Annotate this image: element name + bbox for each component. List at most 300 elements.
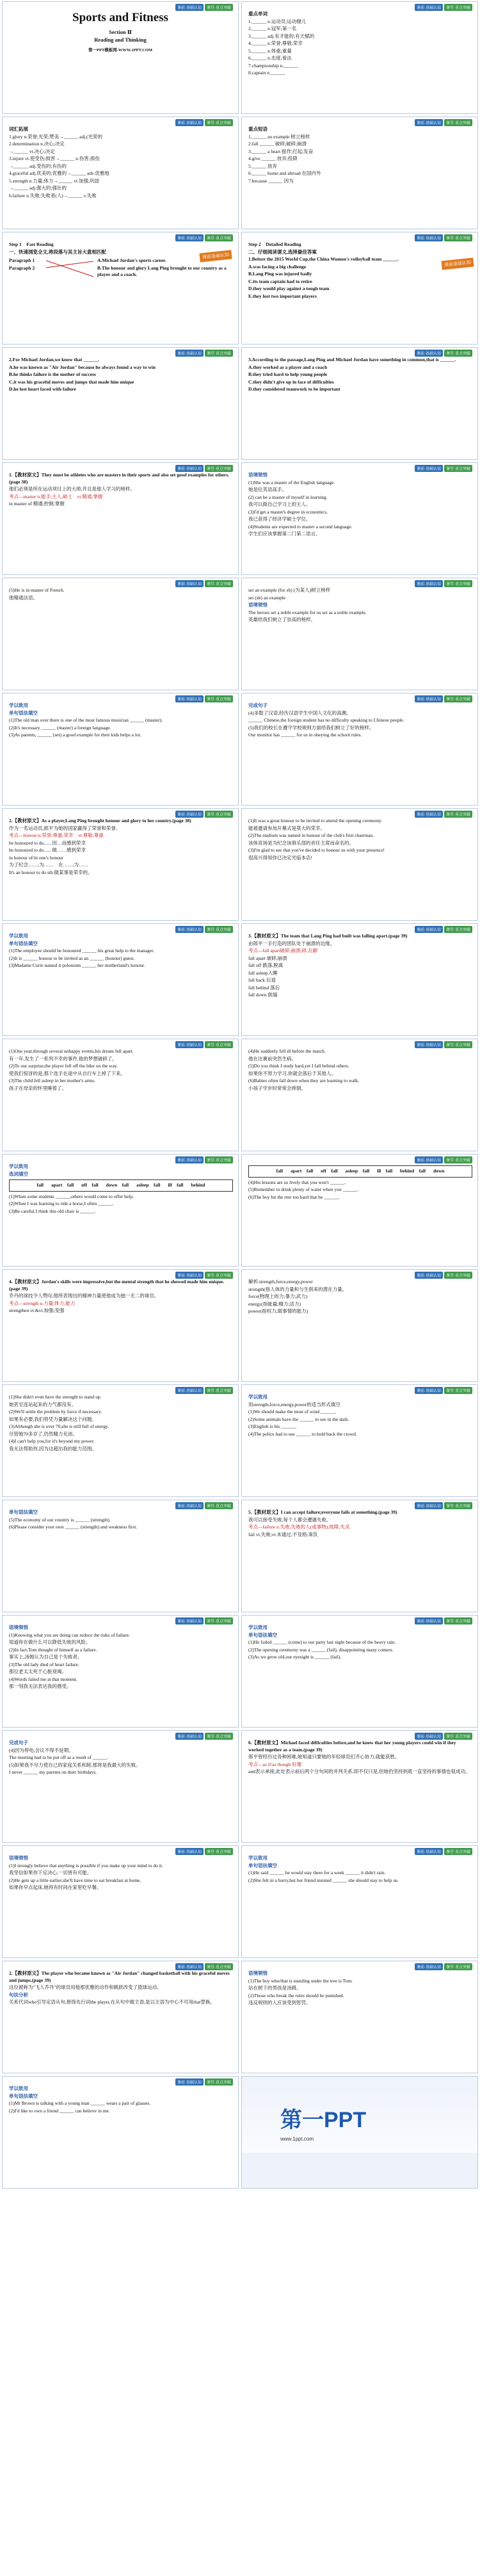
text-line: 我可以接受失败,每个人都会遭遇失败。 [248, 1516, 332, 1523]
text-line: 完成句子 [248, 702, 268, 708]
row-13 [0, 1384, 480, 1500]
tag-label: 课前·基础认知 [175, 234, 204, 241]
slide-point-master [2, 462, 239, 575]
text-line: 语境领悟 [9, 1624, 28, 1630]
text-line: 我可以做自己学习上的主人。 [248, 501, 311, 507]
text-line: 考点—as if/as though 好像 [248, 1761, 302, 1767]
text-line: (5)Remember to drink plenty of water when you ______. [248, 1187, 358, 1192]
tag-label: 课前·基础认知 [415, 1963, 443, 1970]
text-line: (3)The old lady died of heart failure. [9, 1661, 79, 1667]
tag-label: 课前·基础认知 [415, 4, 443, 11]
slide-fall-exercise-2 [241, 1154, 478, 1267]
point-list [9, 825, 233, 877]
exercise-list [248, 1179, 472, 1201]
text-line: 6.【教材原文】Michael faced difficulties before,and he knew that her young players could win if they worked together as a team.(page 39) [248, 1740, 456, 1753]
source-line: 第一PPT模板网-WWW.1PPT.COM [88, 48, 153, 53]
exercise-list [9, 702, 233, 740]
tag-label: 课前·基础认知 [175, 1502, 204, 1509]
example-list [248, 1048, 472, 1092]
text-line: fall apart 破碎,崩溃 [248, 955, 287, 961]
row-7 [0, 693, 480, 808]
paragraph-1-label: Paragraph 1 [9, 257, 35, 263]
text-line: (5)Do you think I study hard,yet I fall behind others. [248, 1063, 349, 1069]
text-line: 英雄给我们树立了崇高的榜样。 [248, 617, 316, 622]
slide-strength-examples [2, 1384, 239, 1497]
text-line: 2.【教材原文】The player who became known as "Air Jordan" changed basketball with his graceful moves and jumps.(page 39) [9, 1970, 230, 1983]
word-bank: fall apart fall off fall down fall asleep fall ill fall behind [9, 1179, 233, 1192]
text-line: (5)如果我不尽力使自己的家庭关系和睦,那将是我最大的失败。 [9, 1762, 141, 1768]
text-line: (3)The child fell asleep in her mother's arms. [9, 1078, 95, 1083]
text-line: (2)I'd like to own a friend ______ can believe in me. [9, 2107, 110, 2114]
text-line: (6)Babies often fall down when they are learning to walk. [248, 1078, 360, 1083]
point-list [9, 1279, 233, 1315]
tag-label: 课堂·重点突破 [444, 1617, 472, 1624]
tag-label: 课堂·重点突破 [205, 1502, 233, 1509]
options [248, 364, 472, 393]
slide-failure-exercise-1 [241, 1615, 478, 1728]
text-line: (4)多数了汉语,经历汉语学生中国人文化的高潮。 [248, 709, 351, 716]
text-line: be honoured to do...... 因…而感到荣幸 [9, 839, 86, 846]
text-line: 单句语法填空 [248, 1632, 277, 1638]
matching-exercise [9, 256, 233, 295]
source-sentence: 2.【教材原文】As a player,Lang Ping brought honour and glory to her country.(page 38) [9, 818, 191, 823]
slide-exercise-sentences [241, 693, 478, 806]
tag-label: 课堂·重点突破 [444, 465, 472, 472]
text-line: 解析:strength,force,energy,power [248, 1279, 313, 1284]
text-line: (4)因为停电,会议不得不延期。 [9, 1747, 74, 1753]
text-line: (1)The employee should be honoured ______ his great help to the manager. [9, 948, 155, 953]
tag-label: 课堂·重点突破 [444, 1502, 472, 1509]
tag-label: 课堂·重点突破 [444, 1272, 472, 1279]
slide-detailed-reading-1 [241, 232, 478, 344]
text-line: (2)It is ______ honour to be invited as an ______ (honour) guest. [9, 955, 135, 961]
text-line: 学以致用 [9, 933, 28, 939]
text-line: (2)The stadium was named in honour of the club's first chairman. [248, 832, 374, 838]
tag-label: 课前·基础认知 [175, 1387, 204, 1394]
main-idea-a: A.Michael Jordan's sports career. [97, 257, 166, 263]
row-9 [0, 923, 480, 1039]
tag-label: 课堂·重点突破 [205, 1041, 233, 1048]
brand-tagline: www.1ppt.com [280, 2136, 314, 2142]
text-line: 用strength,force,energy,power的适当形式填空 [248, 1401, 340, 1407]
text-line: 学以致用 [9, 1163, 28, 1169]
instruction: 一、快速浏览全文,将段落与其主旨大意相匹配 [9, 248, 106, 255]
tag-label: 课前·基础认知 [415, 1041, 443, 1048]
tag-label: 课堂·重点突破 [205, 926, 233, 933]
tag-label: 课堂·重点突破 [444, 695, 472, 702]
text-line: 孩子在母亲的怀里睡着了。 [9, 1085, 67, 1091]
slide-key-phrases [241, 117, 478, 229]
example-list [9, 1624, 233, 1691]
question: 1.Before the 2015 World Cup,the China Women's volleyball team ______. [248, 256, 399, 262]
text-line: 7.because ______ 因为 [248, 177, 294, 184]
text-line: →______ adj.强大的;强壮的 [9, 185, 67, 191]
tag-label: 课前·基础认知 [415, 1733, 443, 1740]
slide-strength-exercise-2 [2, 1500, 239, 1612]
text-line: (3)Be careful.I think this old chair is ______. [9, 1208, 96, 1214]
tag-label: 课堂·重点突破 [444, 1387, 472, 1394]
slide-strength-analysis [241, 1269, 478, 1382]
example-list [9, 1394, 233, 1453]
text-line: 单句语法填空 [9, 940, 38, 946]
section-label: Section Ⅱ [109, 29, 132, 35]
text-line: (4)Students are expected to master a second language. [248, 523, 353, 530]
slide-title [2, 1, 239, 114]
text-line: (1)She didn't even have the strength to stand up. [9, 1394, 102, 1400]
row-4 [0, 347, 480, 462]
tag-label: 课堂·重点突破 [444, 1848, 472, 1855]
text-line: C.they didn't give up in face of difficulties [248, 378, 334, 385]
tag-label: 课前·基础认知 [415, 350, 443, 357]
text-line: 3.______ a heart 振作;打起;发奋 [248, 148, 314, 154]
row-19 [0, 2076, 480, 2191]
tag-label: 课前·基础认知 [175, 1848, 204, 1855]
slide-who-examples [241, 1961, 478, 2073]
text-line: be honoured to do...... 做……感到荣幸 [9, 847, 86, 853]
text-line: (2)Some animals have the ______ to see in the dark. [248, 1416, 349, 1422]
text-line: It's an honour to do sth.做某事是荣幸的。 [9, 869, 93, 875]
text-line: 她是位英语高手。 [248, 487, 287, 492]
text-line: 考点—strength n.力量;体力;能力 [9, 1300, 76, 1306]
tag-label: 课堂·重点突破 [205, 234, 233, 241]
text-line: strength(指人体的力量和与生俱来的潜在力量。 [248, 1286, 348, 1292]
text-line: 8.captain n.______ [248, 70, 285, 76]
text-line: I never ______ my parents on their birthdays. [9, 1769, 97, 1775]
tag-label: 课前·基础认知 [415, 926, 443, 933]
row-12 [0, 1269, 480, 1384]
text-line: 如果你早点起床,她将有时间在家里吃早餐。 [9, 1884, 102, 1890]
tag-b: 课堂·重点突破 [205, 4, 233, 11]
slide-master-note [2, 578, 239, 690]
text-line: D.they would play against a tough team [248, 286, 330, 291]
text-line: 学以致用 [248, 1394, 268, 1400]
subtitle: Reading and Thinking [94, 36, 147, 43]
row-5 [0, 462, 480, 578]
exercise-list [248, 1855, 472, 1884]
tag-label: 课堂·重点突破 [444, 350, 472, 357]
phrase-list [248, 134, 472, 185]
tag-label: 课堂·重点突破 [444, 234, 472, 241]
main-idea-b: B.The honour and glory Lang Ping brought to our country as a player and a coach. [97, 264, 227, 277]
text-line: 学以致用 [248, 1624, 268, 1630]
text-line: (1)Knowing what you are doing can reduce the risks of failure. [9, 1632, 130, 1638]
tag-label: 课前·基础认知 [415, 1387, 443, 1394]
question: 3.According to the passage,Lang Ping and Michael Jordan have something in common,that is ______. [248, 357, 456, 362]
text-line: set an example (for sb) (为某人)树立榜样 [248, 587, 331, 593]
tag-label: 课堂·重点突破 [205, 119, 233, 126]
example-list [9, 1855, 233, 1892]
tag-label: 课前·基础认知 [415, 1848, 443, 1855]
text-line: 4.______ n.荣誉;尊敬;荣幸 [248, 40, 303, 46]
text-line: (2)Those who break the rules should be punished. [248, 1992, 344, 1998]
tag-label: 课堂·重点突破 [444, 4, 472, 11]
paragraph-2-label: Paragraph 2 [9, 264, 35, 271]
text-line: 知道你在做什么可以降低失败的风险。 [9, 1639, 91, 1645]
text-line: 2.______ n.冠军;第一名 [248, 26, 297, 31]
text-line: 我无法帮助你,因为这超出我的能力范围。 [9, 1445, 97, 1452]
exercise-list [248, 1624, 472, 1662]
row-14 [0, 1500, 480, 1615]
text-line: power(指权力,做事情的能力) [248, 1308, 308, 1314]
slide-point-strength [2, 1269, 239, 1382]
text-line: 考点—fall apart破碎;崩溃;碎;瓦解 [248, 948, 318, 953]
row-6 [0, 578, 480, 693]
text-line: (1)She was a master of the English language. [248, 479, 335, 485]
options [248, 264, 472, 300]
tag-label: 课堂·重点突破 [205, 465, 233, 472]
text-line: (3)I'd get a master's degree in economics. [248, 508, 328, 515]
text-line: 郎平曾经历过各种困难,她知道只要她的年轻球员们齐心协力,就能获胜。 [248, 1754, 400, 1760]
row-10 [0, 1039, 480, 1154]
tag-label: 课前·基础认知 [175, 350, 204, 357]
slide-failure-exercise-2 [2, 1730, 239, 1843]
text-line: 4.give ______ 放弃;投降 [248, 156, 298, 161]
exercise-list [9, 1509, 233, 1532]
text-line: 语境领悟 [9, 1855, 28, 1861]
slide-fall-examples-1 [2, 1039, 239, 1151]
word-bank: fall apart fall off fall asleep fall ill fall behind fall down [248, 1165, 472, 1178]
text-line: in honour of/in one's honour [9, 854, 64, 861]
slide-point-who [2, 1961, 239, 2073]
text-line: 学以致用 [9, 702, 28, 708]
text-line: 她甚至连站起来的力气都没有。 [9, 1401, 76, 1407]
text-line: (4)He suddenly fell ill before the match. [248, 1048, 326, 1054]
brand-logo-text: 第一PPT [280, 2108, 367, 2132]
brand-footer [242, 2153, 477, 2188]
text-line: (4)The police had to use ______ to hold back the crowd. [248, 1430, 357, 1437]
source-sentence: 1.【教材原文】They must be athletes who are masters in their sports and also set good examples for others.(page 38) [9, 472, 230, 485]
text-line: 6.______ n.态度;看法 [248, 55, 292, 61]
tag-label: 课堂·重点突破 [205, 695, 233, 702]
exercise-heading [9, 1163, 233, 1178]
options [9, 364, 233, 393]
text-line: fail vi.失败;vt.未通过;不及格;辜负 [248, 1531, 318, 1537]
slide-fall-examples-2 [241, 1039, 478, 1151]
text-line: and表示承接,此处表示前后两个分句间的并列关系,即不仅只是,但她仍坚持到底一直坚持的事情也很成功。 [248, 1769, 470, 1774]
text-line: fall behind 落后 [248, 984, 280, 991]
tag-label: 课堂·重点突破 [444, 926, 472, 933]
tag-label: 课前·基础认知 [415, 1617, 443, 1624]
text-line: C.it was his graceful moves and jumps that made him unique [9, 378, 134, 385]
text-line: D.they considered teamwork to be important [248, 386, 340, 392]
text-line: (3)Although she is over 70,she is still full of energy. [9, 1423, 109, 1429]
text-line: fall off 跌落,脱离 [248, 962, 284, 968]
analysis-list [248, 1279, 472, 1316]
text-line: 站在树下的男孩是汤姆。 [248, 1985, 301, 1991]
tag-a: 课前·基础认知 [175, 4, 204, 11]
text-line: 考点—honour n.荣誉;尊重;荣幸 vt.尊敬;尊重 [9, 832, 104, 838]
text-line: 那一刻我无法表达我的感受。 [9, 1683, 72, 1689]
text-line: fall asleep入睡 [248, 969, 278, 976]
slide-point-failure [241, 1500, 478, 1612]
text-line: 我坚信如果你下定决心,一切皆有可能。 [9, 1870, 92, 1875]
tag-label: 课前·基础认知 [415, 119, 443, 126]
matching-lines [45, 257, 96, 283]
slide-set-example [241, 578, 478, 690]
text-line: energy(指能量;精力;活力) [248, 1300, 301, 1307]
instruction: 二、仔细阅读课文,选择最佳答案 [248, 248, 317, 255]
slide-point-fall-apart [241, 923, 478, 1036]
exercise-list [9, 933, 233, 970]
exercise-list [9, 1194, 233, 1215]
section-stamp: 课前基础认知 [441, 257, 474, 270]
tag-label: 课堂·重点突破 [444, 1733, 472, 1740]
slide-if-exercise [241, 1845, 478, 1958]
tag-label: 课前·基础认知 [175, 695, 204, 702]
text-line: (2)When I was learning to ride a horse,I often ______. [9, 1201, 114, 1206]
text-line: 能被邀请参加开幕式是莫大的荣幸。 [248, 825, 325, 831]
text-line: (2)The opening ceremony was a ______ (fail), disappointing many comers. [248, 1646, 394, 1653]
text-line: 选词填空 [9, 1171, 28, 1177]
text-line: 5.______ 放弃 [248, 163, 277, 169]
tag-label: 课前·基础认知 [175, 1156, 204, 1163]
text-line: 2.determination n.决心;决定 [9, 141, 65, 147]
text-line: A.was facing a big challenge [248, 263, 307, 270]
tag-label: 课前·基础认知 [175, 119, 204, 126]
text-line: A.he was known as "Air Jordan" because he always found a way to win [9, 364, 156, 370]
text-line: →______ adj.受伤的;有伤的 [9, 163, 67, 169]
point-list [248, 1740, 472, 1776]
text-line: (2)She felt in a hurry,but her friend insisted ______ she should stay to help us. [248, 1877, 399, 1883]
text-line: The heroes set a noble example for us set as a noble example. [248, 609, 367, 615]
text-line: (1)One year,through several unhappy events,his dream fell apart. [9, 1048, 134, 1054]
text-line: 6.______ home and abroad 在国内外 [248, 170, 321, 176]
text-line: 6.failure n.失败;失败者(人)→______ v.失败 [9, 192, 97, 198]
key-point: 考点—master n.能手;主人;硕士 vt.精通;掌握 [9, 493, 103, 499]
text-line: 语境领悟 [248, 1970, 268, 1976]
row-3 [0, 232, 480, 347]
point-list [248, 1509, 472, 1539]
text-line: 我已获得了经济学硕士学位。 [248, 516, 311, 522]
tag-label: 课堂·重点突破 [205, 1387, 233, 1394]
text-line: 语境领悟 [248, 472, 268, 478]
text-line: strengthen vt.&vi.加强;变强 [9, 1308, 65, 1313]
text-line: 事实上,汤姆认为自己是个失败者。 [9, 1654, 83, 1660]
text-line: (1)The boy who/that is standing under the tree is Tom. [248, 1977, 353, 1984]
text-line: (5)The economy of our country is ______ (strength). [9, 1516, 111, 1523]
tag-label: 课堂·重点突破 [444, 1963, 472, 1970]
word-list [9, 134, 233, 200]
slide-point-if [241, 1730, 478, 1843]
example-list [248, 587, 472, 624]
text-line: 由郎平一手打造的团队处于崩溃的边缘。 [248, 940, 335, 946]
text-line: (4)Words failed me at that moment. [9, 1676, 77, 1682]
text-line: (4)I can't help you,for it's beyond my power. [9, 1438, 95, 1444]
slide-detailed-reading-3 [241, 347, 478, 460]
tag-label: 课堂·重点突破 [444, 119, 472, 126]
text-line: 小孩子学步时常常会摔倒。 [248, 1085, 306, 1091]
tag-label: 课堂·重点突破 [205, 1963, 233, 1970]
tag-label: 课前·基础认知 [175, 580, 204, 587]
text-line: 单句语法填空 [248, 1862, 277, 1868]
slide-failure-examples [2, 1615, 239, 1728]
slide-word-expansion [2, 117, 239, 229]
text-line: 3.【教材原文】The team that Lang Ping had built was falling apart.(page 39) [248, 933, 408, 939]
text-line: (2)He gets up a little earlier,she'll have time to eat breakfast at home. [9, 1877, 141, 1883]
slide-exercise-honour [2, 923, 239, 1036]
row-16 [0, 1730, 480, 1845]
tag-label: 课前·基础认知 [175, 926, 204, 933]
tag-label: 课前·基础认知 [175, 1272, 204, 1279]
text-line: 很高兴得知你已决定光临本店! [248, 854, 312, 861]
slide-point-honour [2, 808, 239, 921]
text-line: (4)His lessons are so lively that you won't ______. [248, 1179, 346, 1185]
tag-label: 课堂·重点突破 [205, 1848, 233, 1855]
point-list [248, 933, 472, 1000]
text-line: force(物理上的力;暴力;武力) [248, 1293, 308, 1299]
exercise-list [9, 1740, 233, 1777]
text-line: (1)He failed ______ (come) to our party last night because of the heavy rain. [248, 1639, 396, 1645]
text-line: (2)It's necessary ______ (master) a foreign language. [9, 724, 111, 731]
slide-strength-exercise-1 [241, 1384, 478, 1497]
heading: Step 1 Fast Reading [9, 241, 54, 247]
exercise-list [248, 702, 472, 740]
text-line: (1)It was a great honour to be invited to attend the opening ceremony. [248, 818, 383, 823]
text-line: (6)Please consider your own ______ (strength) and weakness first. [9, 1524, 138, 1530]
text-line: B.he thinks failure is the mother of success [9, 371, 96, 377]
text-line: (6)The boy hit the tree too hard that he ______. [248, 1194, 340, 1200]
text-line: 4.graceful adj.优美的;优雅的→______ adv.优雅地 [9, 170, 109, 176]
text-line: (3)Madame Curie named it polonium ______ her motherland's honour. [9, 962, 145, 968]
text-line: 使我们惊讶的是,那个选手在途中从自行车上掉了下来。 [9, 1070, 125, 1076]
slide-brand [241, 2076, 478, 2189]
tag-label: 课前·基础认知 [415, 1502, 443, 1509]
text-line: 违反规则的人应该受到惩罚。 [248, 2000, 311, 2005]
tag-label: 课堂·重点突破 [205, 580, 233, 587]
text-line: 有一年,发生了一系列不幸的事件,他的梦想破碎了。 [9, 1055, 117, 1062]
text-line: (3)As we grow old,our eyesight is ______ (fail). [248, 1654, 342, 1660]
text-line: 3.injure vt.使受伤;损害→______ n.伤害;损伤 [9, 156, 100, 161]
text-line: (1)The old man over there is one of the most famous musician ______ (master). [9, 717, 163, 723]
question: 2.For Michael Jordan,we know that ______. [9, 357, 99, 362]
text-line: 这位被称为"飞人乔丹"的球员用他那优雅的动作和跳跃改变了篮球运动。 [9, 1984, 162, 1990]
tag-label: 课前·基础认知 [175, 1617, 204, 1624]
slide-fast-reading [2, 232, 239, 344]
tag-label: 课前·基础认知 [175, 1733, 204, 1740]
tag-label: 课前·基础认知 [175, 1041, 204, 1048]
text-line: 7.championship n.______ [248, 62, 298, 69]
tag-label: 课堂·重点突破 [444, 811, 472, 818]
text-line: 单句语法填空 [9, 1509, 38, 1515]
text-line: 句法分析 [9, 1991, 28, 1998]
row-2 [0, 117, 480, 232]
text-line: 考点—failure n.失败;失败的人(或事物);故障;失灵 [248, 1524, 350, 1530]
text-line: (3)English is his ______. [248, 1423, 297, 1429]
tag-label: 课堂·重点突破 [444, 580, 472, 587]
example-list [248, 1970, 472, 2007]
example-list [9, 1048, 233, 1092]
heading: 词汇拓展 [9, 126, 28, 132]
text-line: 语境领悟 [248, 602, 268, 608]
example-list [248, 472, 472, 539]
text-line: 如果你不努力学习,你就会落后于其他人。 [248, 1070, 336, 1076]
text-line: 单句语法填空 [9, 709, 38, 716]
tag-label: 课堂·重点突破 [205, 1272, 233, 1279]
text-line: D.he lost heart faced with failure [9, 386, 76, 392]
text-line: →______ vt.决心;决定 [9, 148, 55, 154]
text-line: (2)To our surprise,the player fell off the bike on the way. [9, 1063, 118, 1069]
expression: in master of 精通;控制;掌握 [9, 501, 65, 506]
text-line: The meeting had to be put off as a result of ______. [9, 1754, 109, 1760]
text-line: 1.______ n.运动员;运动健儿 [248, 18, 307, 24]
row-18 [0, 1961, 480, 2076]
text-line: 他在比赛前突然生病。 [248, 1055, 296, 1062]
text-line: 学以致用 [9, 2086, 28, 2091]
heading: Step 2 Detailed Reading [248, 241, 301, 247]
text-line: (1)We should make the most of wind ______. [248, 1409, 337, 1414]
tag-label: 课前·基础认知 [415, 811, 443, 818]
tag-label: 课前·基础认知 [415, 1156, 443, 1163]
